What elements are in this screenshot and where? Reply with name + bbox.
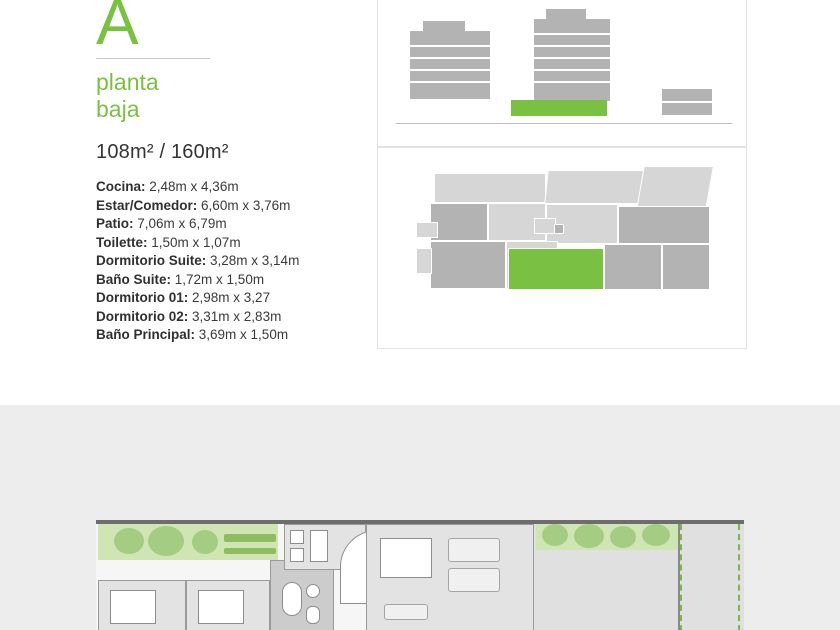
room-dimensions: 7,06m x 6,79m xyxy=(137,216,227,231)
room-dimensions: 2,48m x 4,36m xyxy=(149,179,239,194)
plan-kitchen-appliance xyxy=(290,548,304,562)
plan-sink xyxy=(306,584,320,598)
room-row xyxy=(96,271,366,290)
divider-rule xyxy=(96,58,210,59)
room-dimensions: 3,69m x 1,50m xyxy=(198,327,289,342)
plan-toilet xyxy=(306,606,320,624)
plan-room-bathroom-core xyxy=(270,560,334,630)
keyplan-block xyxy=(434,173,546,203)
room-row xyxy=(96,308,366,327)
plan-bathtub xyxy=(282,582,302,616)
room-row xyxy=(96,215,366,234)
room-label: Baño Suite: xyxy=(96,271,172,287)
elevation-slab-line xyxy=(534,69,610,71)
building-elevation-key-diagram xyxy=(377,0,747,147)
room-label: Estar/Comedor: xyxy=(96,197,198,213)
keyplan-notch xyxy=(416,222,438,238)
plan-dining-table xyxy=(380,538,432,578)
unit-area-values: 108m² / 160m² xyxy=(96,141,229,163)
plan-bed-02 xyxy=(198,590,244,624)
room-label: Cocina: xyxy=(96,179,146,194)
elevation-slab-line xyxy=(534,45,610,47)
plan-kitchen-counter xyxy=(310,530,328,562)
keyplan-highlight-unit xyxy=(508,248,604,290)
floor-name xyxy=(96,69,366,123)
room-label: Dormitorio 01: xyxy=(96,290,189,305)
elevation-slab-line xyxy=(534,81,610,83)
room-dimension-list xyxy=(96,178,366,345)
elevation-block-center xyxy=(534,19,610,101)
plan-bed-01 xyxy=(110,590,156,624)
elevation-block-left xyxy=(410,31,490,99)
elevation-block-left-top xyxy=(423,21,465,33)
room-dimensions: 1,72m x 1,50m xyxy=(174,271,265,287)
room-label: Toilette: xyxy=(96,234,148,250)
keyplan-block xyxy=(544,170,644,204)
keyplan-block-dark xyxy=(662,244,710,290)
room-dimensions: 1,50m x 1,07m xyxy=(151,234,241,250)
plan-tree xyxy=(148,526,184,556)
plan-hedge xyxy=(224,548,276,554)
plan-tree xyxy=(574,524,604,548)
floor-name-line-2: baja xyxy=(96,96,140,122)
elevation-ground-line xyxy=(396,123,732,124)
room-label: Dormitorio 02: xyxy=(96,308,189,324)
room-row xyxy=(96,252,366,271)
keyplan-block xyxy=(636,166,714,210)
room-label: Patio: xyxy=(96,216,134,231)
room-dimensions: 2,98m x 3,27 xyxy=(192,290,271,305)
unit-info-column xyxy=(96,0,366,345)
site-key-plan-diagram xyxy=(377,147,747,349)
room-dimensions: 3,28m x 3,14m xyxy=(210,253,300,268)
room-dimensions: 3,31m x 2,83m xyxy=(192,308,282,324)
keyplan-block-dark xyxy=(430,241,506,289)
plan-tree xyxy=(542,524,568,546)
elevation-slab-line xyxy=(662,101,712,103)
elevation-highlight-unit xyxy=(511,100,607,116)
plan-tree xyxy=(642,524,670,546)
room-row xyxy=(96,234,366,253)
plan-boundary-wall xyxy=(678,524,680,630)
plan-sofa-secondary xyxy=(448,568,500,592)
unit-letter: A xyxy=(96,0,139,58)
keyplan-block-dark xyxy=(430,203,488,241)
plan-hedge xyxy=(224,534,276,542)
elevation-block-center-top xyxy=(546,9,586,20)
plan-tree xyxy=(610,526,636,548)
elevation-slab-line xyxy=(534,57,610,59)
room-row xyxy=(96,289,366,308)
plan-lot-boundary xyxy=(680,524,740,630)
keyplan-notch-dark xyxy=(554,224,564,234)
elevation-slab-line xyxy=(410,81,490,83)
plan-sofa xyxy=(448,538,500,562)
elevation-slab-line xyxy=(410,45,490,47)
elevation-slab-line xyxy=(410,69,490,71)
plan-coffee-table xyxy=(384,604,428,620)
keyplan-block-dark xyxy=(618,206,710,244)
room-dimensions: 6,60m x 3,76m xyxy=(201,197,291,213)
floor-name-line-1: planta xyxy=(96,69,159,95)
room-label: Dormitorio Suite: xyxy=(96,253,207,268)
room-label: Baño Principal: xyxy=(96,327,196,342)
keyplan-notch xyxy=(534,218,556,234)
floorplan-section xyxy=(0,405,840,630)
plan-kitchen-appliance xyxy=(290,530,304,544)
elevation-slab-line xyxy=(534,33,610,35)
room-row xyxy=(96,197,366,216)
keyplan-block-dark xyxy=(604,244,662,290)
plan-tree xyxy=(192,530,218,554)
room-row xyxy=(96,326,366,345)
elevation-slab-line xyxy=(410,57,490,59)
room-row xyxy=(96,178,366,197)
plan-tree xyxy=(114,528,144,554)
unit-a-ground-floor-plan xyxy=(96,520,744,630)
keyplan-notch xyxy=(416,248,432,274)
